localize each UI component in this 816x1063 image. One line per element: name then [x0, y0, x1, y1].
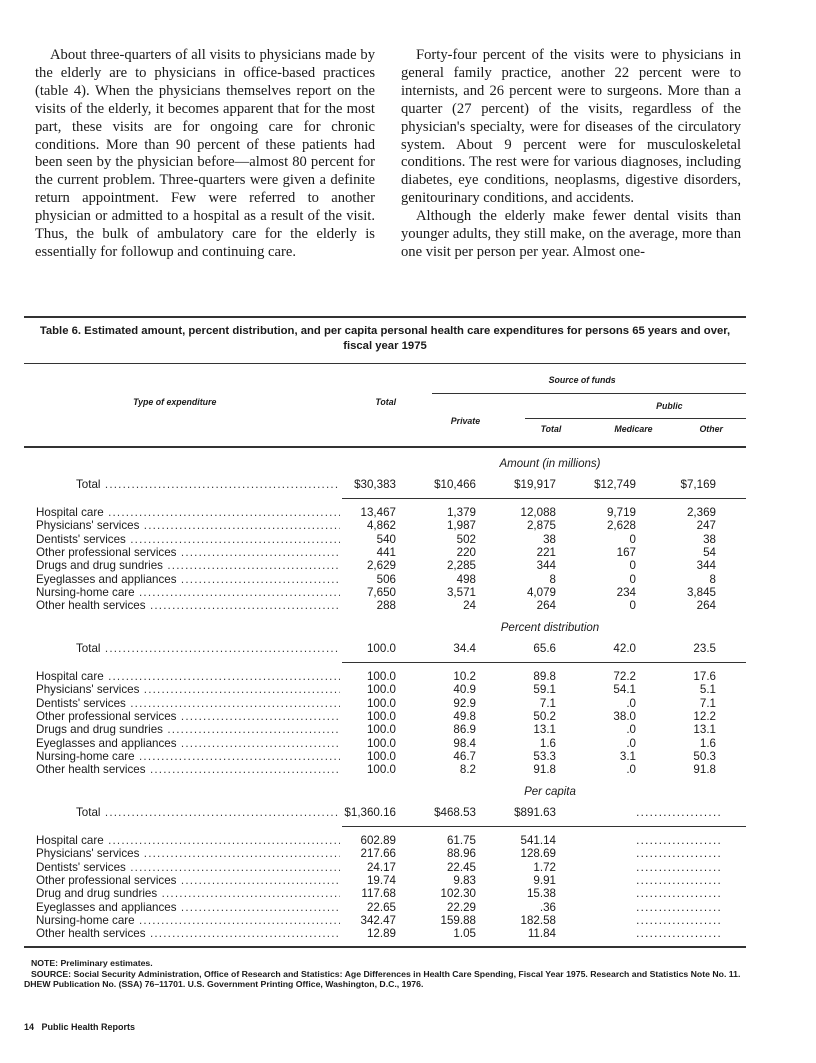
- cell-value: .0: [626, 696, 636, 710]
- cell-value: 217.66: [360, 847, 396, 861]
- cell-value: 100.0: [366, 723, 396, 737]
- table-row: [36, 599, 746, 612]
- table-row: [36, 914, 746, 927]
- row-label: Other professional services .....: [36, 546, 340, 559]
- cell-value: .36: [539, 900, 556, 914]
- not-applicable-leader: ...................: [636, 900, 722, 914]
- table-row: [36, 901, 746, 914]
- cell-value: 88.96: [446, 847, 476, 861]
- cell-value: 4,862: [366, 519, 396, 533]
- table-row: [36, 533, 746, 546]
- row-label: Physicians' services .....: [36, 683, 340, 696]
- table-note: NOTE: Preliminary estimates.: [31, 958, 153, 968]
- header-private: Private: [450, 416, 481, 426]
- not-applicable-leader: ...................: [636, 860, 722, 874]
- cell-value: 12,088: [520, 506, 556, 519]
- table-title: Table 6. Estimated amount, percent distribution, and per capita personal health care expenditures for persons 65 years and over, fiscal year 1975: [39, 325, 731, 352]
- total-row: [36, 642, 746, 655]
- row-label: Other professional services .....: [36, 710, 340, 723]
- table-row: [36, 927, 746, 940]
- row-label: Hospital care .....: [36, 670, 340, 683]
- table-top-rule: [24, 316, 746, 318]
- cell-value: 50.3: [693, 749, 716, 763]
- body-column-right: [401, 47, 741, 262]
- row-label: Dentists' services .....: [36, 697, 340, 710]
- row-label: Other health services .....: [36, 763, 340, 776]
- row-label: Drug and drug sundries .....: [36, 887, 340, 900]
- not-applicable-leader: ...................: [636, 913, 722, 927]
- cell-value: 72.2: [613, 670, 636, 683]
- cell-value: 3,571: [446, 585, 476, 599]
- header-type-of-expenditure: Type of expenditure: [133, 397, 217, 407]
- cell-value: 100.0: [366, 696, 396, 710]
- cell-value: 8.2: [459, 763, 476, 777]
- cell-value: 264: [536, 599, 556, 613]
- cell-value: 54: [703, 545, 716, 559]
- cell-value: 46.7: [453, 749, 476, 763]
- cell-value: 234: [616, 585, 636, 599]
- cell-value: 12.89: [366, 927, 396, 941]
- not-applicable-leader: ...................: [636, 887, 722, 901]
- cell-value: 182.58: [520, 913, 556, 927]
- total-row: [36, 478, 746, 491]
- cell-value: 102.30: [440, 887, 476, 901]
- cell-value: 13,467: [360, 506, 396, 519]
- row-label: Hospital care .....: [36, 834, 340, 847]
- cell-value: 24.17: [366, 860, 396, 874]
- cell-value: 128.69: [520, 847, 556, 861]
- table-row: [36, 710, 746, 723]
- cell-value: 100.0: [366, 736, 396, 750]
- cell-value: 7,650: [366, 585, 396, 599]
- row-label: Nursing-home care .....: [36, 750, 340, 763]
- cell-value: 22.45: [446, 860, 476, 874]
- journal-name: Public Health Reports: [41, 1022, 136, 1032]
- cell-value: 100.0: [366, 749, 396, 763]
- cell-value: 91.8: [533, 763, 556, 777]
- cell-value: 167: [616, 545, 636, 559]
- table-row: [36, 506, 746, 519]
- cell-value: 59.1: [533, 683, 556, 697]
- section-label: Amount (in millions): [499, 458, 601, 470]
- cell-value: 1,379: [446, 506, 476, 519]
- header-top-rule: [24, 363, 746, 364]
- cell-value: $891.63: [514, 806, 556, 819]
- cell-value: $1,360.16: [344, 806, 396, 819]
- cell-value: 2,369: [686, 506, 716, 519]
- cell-value: 22.29: [446, 900, 476, 914]
- cell-value: 1.6: [699, 736, 716, 750]
- cell-value: $10,466: [434, 478, 476, 491]
- cell-value: 34.4: [453, 642, 476, 655]
- table-row: [36, 763, 746, 776]
- section-label: Percent distribution: [500, 622, 600, 634]
- cell-value: 49.8: [453, 709, 476, 723]
- cell-value: 1.05: [453, 927, 476, 941]
- cell-value: 2,875: [526, 519, 556, 533]
- cell-value: 288: [376, 599, 396, 613]
- paragraph: Although the elderly make fewer dental visits than younger adults, they still make, on the average, more than one visit per person per year. Almost one-: [401, 208, 741, 260]
- cell-value: 89.8: [533, 670, 556, 683]
- cell-value: 86.9: [453, 723, 476, 737]
- cell-value: 40.9: [453, 683, 476, 697]
- cell-value: 2,628: [606, 519, 636, 533]
- cell-value: 159.88: [440, 913, 476, 927]
- table-row: [36, 683, 746, 696]
- cell-value: 441: [376, 545, 396, 559]
- header-bottom-rule: [24, 446, 746, 448]
- cell-value: 53.3: [533, 749, 556, 763]
- table-notes: [24, 958, 746, 990]
- cell-value: 247: [696, 519, 716, 533]
- cell-value: 98.4: [453, 736, 476, 750]
- cell-value: 50.2: [533, 709, 556, 723]
- cell-value: 7.1: [539, 696, 556, 710]
- cell-value: 8: [709, 572, 716, 586]
- not-applicable-leader: ...................: [636, 873, 722, 887]
- table-row: [36, 737, 746, 750]
- cell-value: 11.84: [527, 927, 556, 941]
- cell-value: 24: [463, 599, 476, 613]
- cell-value: 117.68: [361, 887, 396, 901]
- total-underline: [342, 662, 746, 663]
- row-label: Other health services .....: [36, 599, 340, 612]
- header-public-total: Total: [540, 424, 562, 434]
- section-label: Per capita: [524, 786, 576, 798]
- table-row: [36, 519, 746, 532]
- cell-value: 602.89: [360, 834, 396, 847]
- cell-value: 38: [703, 532, 716, 546]
- cell-value: 4,079: [526, 585, 556, 599]
- table-row: [36, 559, 746, 572]
- cell-value: $7,169: [680, 478, 716, 491]
- body-column-left: [35, 47, 375, 262]
- cell-value: 221: [536, 545, 556, 559]
- cell-value: 0: [629, 572, 636, 586]
- cell-value: 9,719: [606, 506, 636, 519]
- row-label: Other health services .....: [36, 927, 340, 940]
- cell-value: 541.14: [520, 834, 556, 847]
- public-rule: [525, 418, 746, 419]
- row-label: Total .....: [76, 478, 340, 491]
- cell-value: 61.75: [446, 834, 476, 847]
- cell-value: 1.72: [533, 860, 556, 874]
- row-label: Dentists' services .....: [36, 533, 340, 546]
- table-row: [36, 697, 746, 710]
- cell-value: 17.6: [693, 670, 716, 683]
- total-underline: [342, 826, 746, 827]
- cell-value: 220: [456, 545, 476, 559]
- cell-value: 3.1: [619, 749, 636, 763]
- cell-value: 0: [629, 599, 636, 613]
- cell-value: 540: [376, 532, 396, 546]
- table-row: [36, 887, 746, 900]
- cell-value: 1,987: [446, 519, 476, 533]
- cell-value: .0: [626, 736, 636, 750]
- table-row: [36, 586, 746, 599]
- cell-value: 92.9: [453, 696, 476, 710]
- row-label: Nursing-home care .....: [36, 586, 340, 599]
- cell-value: 8: [549, 572, 556, 586]
- cell-value: .0: [626, 723, 636, 737]
- table-row: [36, 573, 746, 586]
- cell-value: 13.1: [533, 723, 556, 737]
- cell-value: 100.0: [366, 763, 396, 777]
- header-public: Public: [656, 401, 683, 411]
- row-label: Hospital care .....: [36, 506, 340, 519]
- cell-value: $19,917: [514, 478, 556, 491]
- cell-value: 54.1: [613, 683, 636, 697]
- cell-value: 10.2: [453, 670, 476, 683]
- cell-value: 1.6: [539, 736, 556, 750]
- table-row: [36, 874, 746, 887]
- cell-value: 100.0: [366, 709, 396, 723]
- cell-value: 502: [456, 532, 476, 546]
- cell-value: 65.6: [533, 642, 556, 655]
- row-label: Other professional services .....: [36, 874, 340, 887]
- cell-value: 2,285: [446, 559, 476, 573]
- header-other: Other: [699, 424, 723, 434]
- cell-value: 9.91: [533, 873, 556, 887]
- cell-value: 498: [456, 572, 476, 586]
- cell-value: 0: [629, 532, 636, 546]
- cell-value: 344: [536, 559, 556, 573]
- cell-value: 42.0: [613, 642, 636, 655]
- row-label: Physicians' services .....: [36, 519, 340, 532]
- row-label: Eyeglasses and appliances .....: [36, 901, 340, 914]
- cell-value: 7.1: [699, 696, 716, 710]
- cell-value: 13.1: [693, 723, 716, 737]
- row-label: Nursing-home care .....: [36, 914, 340, 927]
- cell-value: 506: [376, 572, 396, 586]
- table-row: [36, 834, 746, 847]
- source-of-funds-rule: [432, 393, 746, 394]
- row-label: Total .....: [76, 806, 340, 819]
- row-label: Drugs and drug sundries .....: [36, 559, 340, 572]
- table-source: SOURCE: Social Security Administration, Office of Research and Statistics: Age Differences in Health Care Spending, Fiscal Year 1975. Research and Statistics Note No. 11. DHEW Publication No. (SSA) 76–11701. U.S. Government Printing Office, Washington, D.C., 1976.: [24, 968, 741, 989]
- row-label: Drugs and drug sundries .....: [36, 723, 340, 736]
- cell-value: 344: [696, 559, 716, 573]
- not-applicable-leader: ...................: [636, 834, 722, 847]
- cell-value: 38: [543, 532, 556, 546]
- page-footer: [24, 1022, 135, 1032]
- cell-value: 100.0: [366, 642, 396, 655]
- cell-value: $468.53: [434, 806, 476, 819]
- total-underline: [342, 498, 746, 499]
- cell-value: 5.1: [699, 683, 716, 697]
- cell-value: 342.47: [360, 913, 396, 927]
- total-row: [36, 806, 746, 819]
- header-medicare: Medicare: [614, 424, 653, 434]
- cell-value: 100.0: [366, 683, 396, 697]
- cell-value: .0: [626, 763, 636, 777]
- row-label: Physicians' services .....: [36, 847, 340, 860]
- cell-value: 9.83: [453, 873, 476, 887]
- cell-value: 38.0: [613, 709, 636, 723]
- row-label: Eyeglasses and appliances .....: [36, 573, 340, 586]
- table-row: [36, 750, 746, 763]
- cell-value: 23.5: [693, 642, 716, 655]
- cell-value: 91.8: [693, 763, 716, 777]
- page-number: 14: [24, 1022, 35, 1032]
- header-total: Total: [375, 397, 397, 407]
- not-applicable-leader: ...................: [636, 847, 722, 861]
- cell-value: 2,629: [366, 559, 396, 573]
- table-row: [36, 847, 746, 860]
- not-applicable-leader: ...................: [636, 927, 722, 941]
- cell-value: $30,383: [354, 478, 396, 491]
- cell-value: 100.0: [366, 670, 396, 683]
- paragraph: Forty-four percent of the visits were to physicians in general family practice, another 22 percent were to internists, and 26 percent were to surgeons. More than a quarter (27 percent) of the visits, regardless of the physician's specialty, were for diseases of the circulatory system. About 9 percent were for musculoskeletal conditions. The rest were for various diagnoses, including diabetes, eye conditions, neoplasms, digestive disorders, genitourinary conditions, and accidents.: [401, 47, 741, 207]
- row-label: Eyeglasses and appliances .....: [36, 737, 340, 750]
- table-row: [36, 546, 746, 559]
- not-applicable-leader: ...................: [636, 806, 722, 819]
- table-row: [36, 723, 746, 736]
- table-bottom-rule: [24, 946, 746, 948]
- row-label: Total .....: [76, 642, 340, 655]
- cell-value: 12.2: [693, 709, 716, 723]
- row-label: Dentists' services .....: [36, 861, 340, 874]
- cell-value: 19.74: [366, 873, 396, 887]
- cell-value: 3,845: [686, 585, 716, 599]
- cell-value: $12,749: [594, 478, 636, 491]
- table-row: [36, 861, 746, 874]
- table-row: [36, 670, 746, 683]
- cell-value: 0: [629, 559, 636, 573]
- cell-value: 264: [696, 599, 716, 613]
- header-source-of-funds: Source of funds: [548, 375, 616, 385]
- cell-value: 22.65: [366, 900, 396, 914]
- cell-value: 15.38: [526, 887, 556, 901]
- paragraph: About three-quarters of all visits to physicians made by the elderly are to physicians in office-based practices (table 4). When the physicians themselves report on the visits of the elderly, it becomes apparent that for the most part, these visits are for ongoing care for chronic conditions. More than 90 percent of these patients had been seen by the physician before—almost 80 percent for the current problem. Three-quarters were given a definite return appointment. Few were referred to another physician or admitted to a hospital as a result of the visit. Thus, the bulk of ambulatory care for the elderly is essentially for followup and continuing care.: [35, 47, 375, 260]
